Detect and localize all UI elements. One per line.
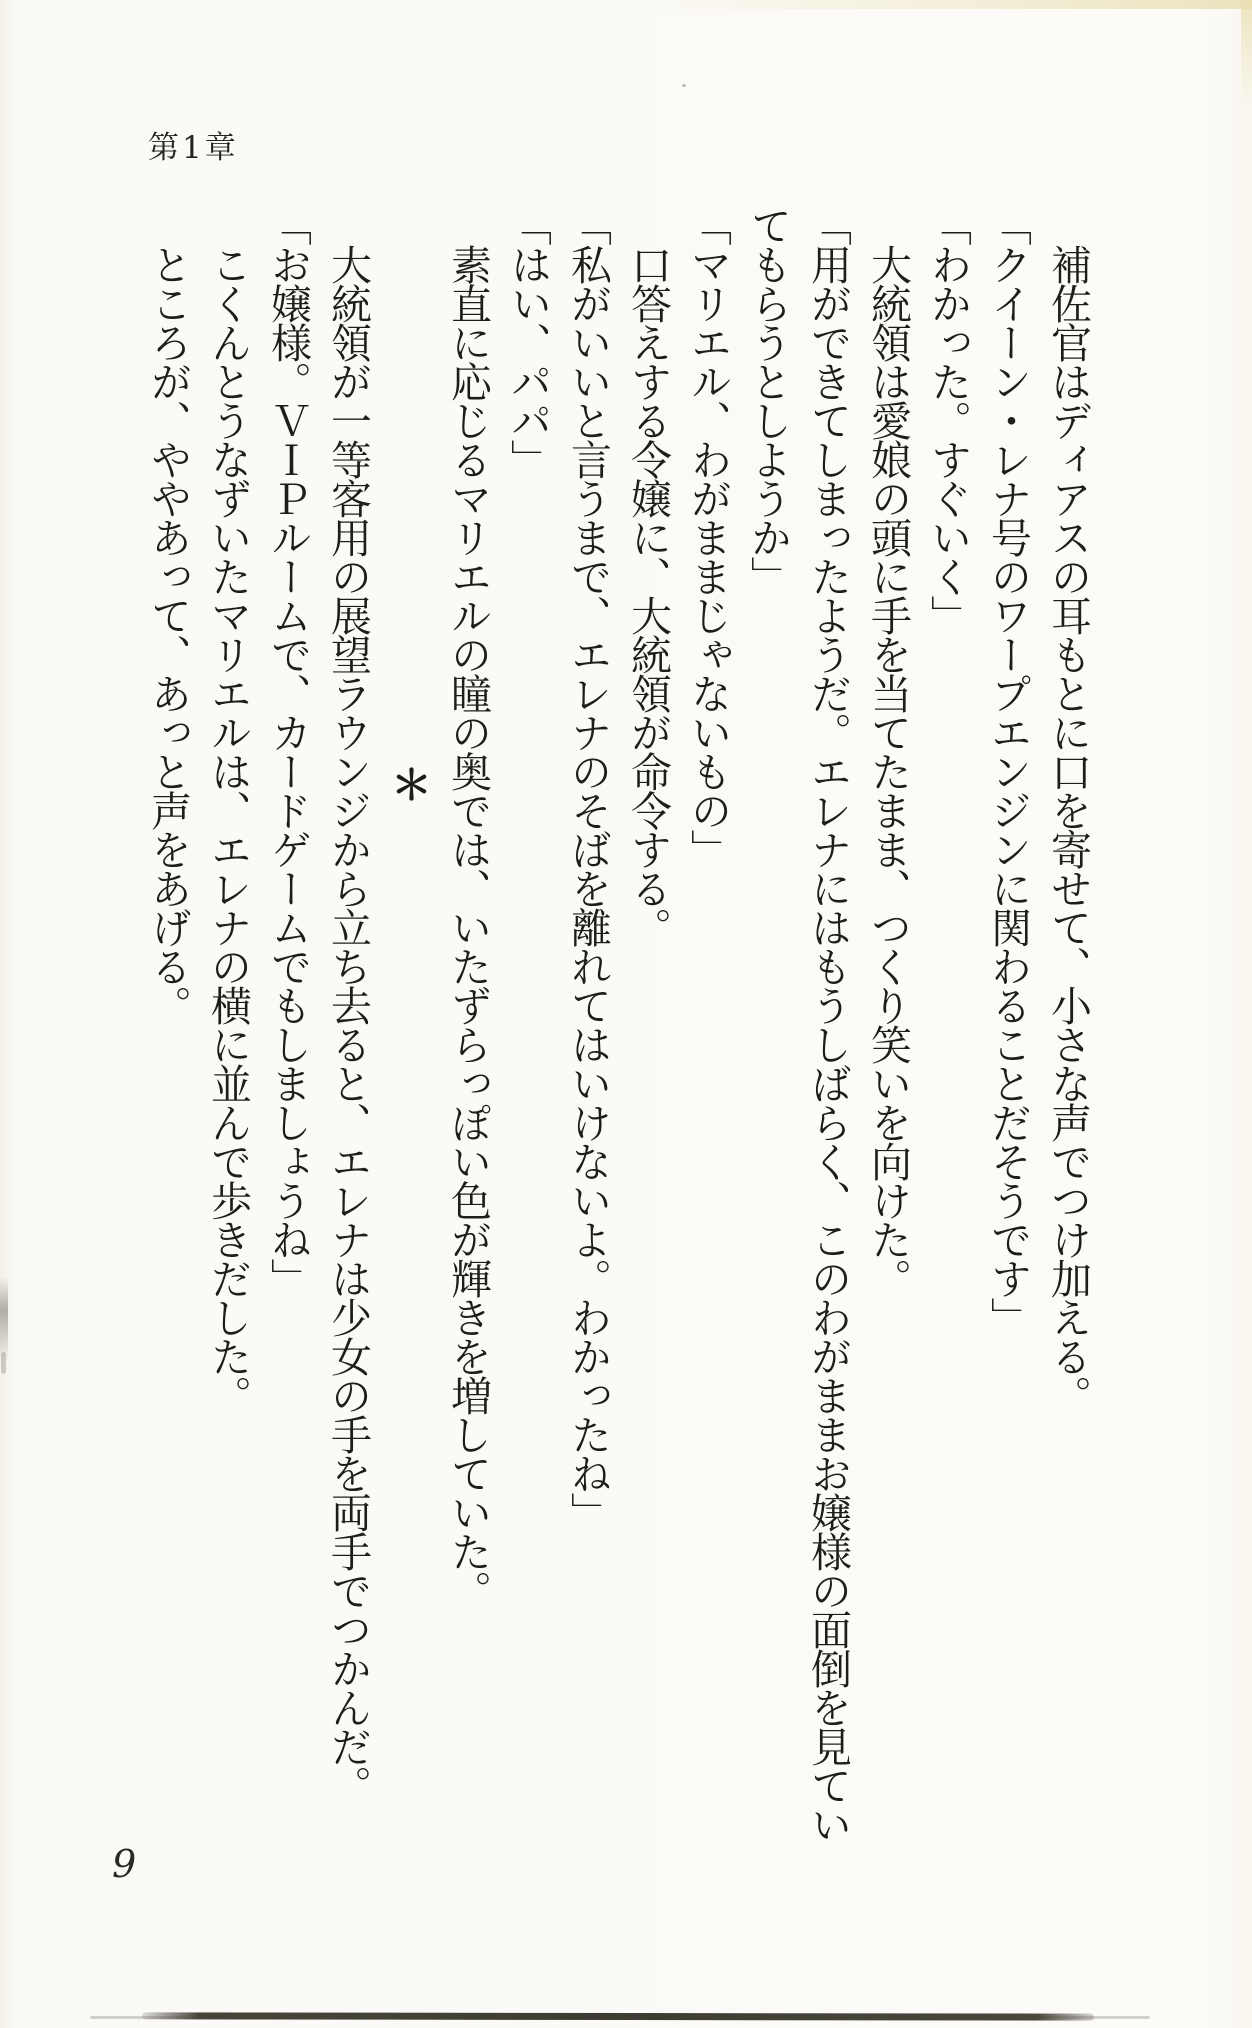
scene-break-asterisk: ＊ (384, 763, 432, 802)
text-column: 素直に応じるマリエルの瞳の奥では、いたずらっぽい色が輝きを増していた。 (444, 244, 492, 1609)
text-column: 大統領は愛娘の頭に手を当てたまま、つくり笑いを向けた。 (864, 244, 912, 1297)
scan-artifact-top-edge (612, 0, 1252, 9)
text-column: 「マリエル、わがままじゃないもの」 (684, 205, 732, 868)
scan-artifact-left-smudge-small (1, 1352, 6, 1374)
page-number: 9 (112, 1842, 137, 1886)
body-text (138, 205, 1098, 1865)
scan-artifact-left-smudge (0, 1276, 8, 1362)
text-column: 「お嬢様。ＶＩＰルームで、カードゲームでもしましょうね」 (264, 205, 312, 1297)
text-column: ところが、ややあって、あっと声をあげる。 (144, 244, 192, 1024)
scan-artifact-top-right-corner (1241, 0, 1252, 110)
text-column: こくんとうなずいたマリエルは、エレナの横に並んで歩きだした。 (204, 244, 252, 1414)
text-column: 「はい、パパ」 (504, 205, 552, 478)
text-column: 「私がいいと言うまで、エレナのそばを離れてはいけないよ。わかったね」 (564, 205, 612, 1531)
text-column: 口答えする令嬢に、大統領が命令する。 (624, 244, 672, 946)
text-column: 補佐官はディアスの耳もとに口を寄せて、小さな声でつけ加える。 (1044, 244, 1092, 1414)
text-column: てもらうとしようか」 (744, 205, 792, 595)
scan-artifact-bottom-line (142, 2012, 1094, 2020)
text-column: 「わかった。すぐいく」 (924, 205, 972, 634)
scan-artifact-dot (682, 84, 686, 87)
text-column: 「用ができてしまったようだ。エレナにはもうしばらく、このわがままお嬢様の面倒を見てい (804, 205, 852, 1843)
chapter-heading: 第1章 (148, 130, 239, 166)
text-column: 「クイーン・レナ号のワープエンジンに関わることだそうです」 (984, 205, 1032, 1336)
text-column: 大統領が一等客用の展望ラウンジから立ち去ると、エレナは少女の手を両手でつかんだ。 (324, 244, 372, 1804)
